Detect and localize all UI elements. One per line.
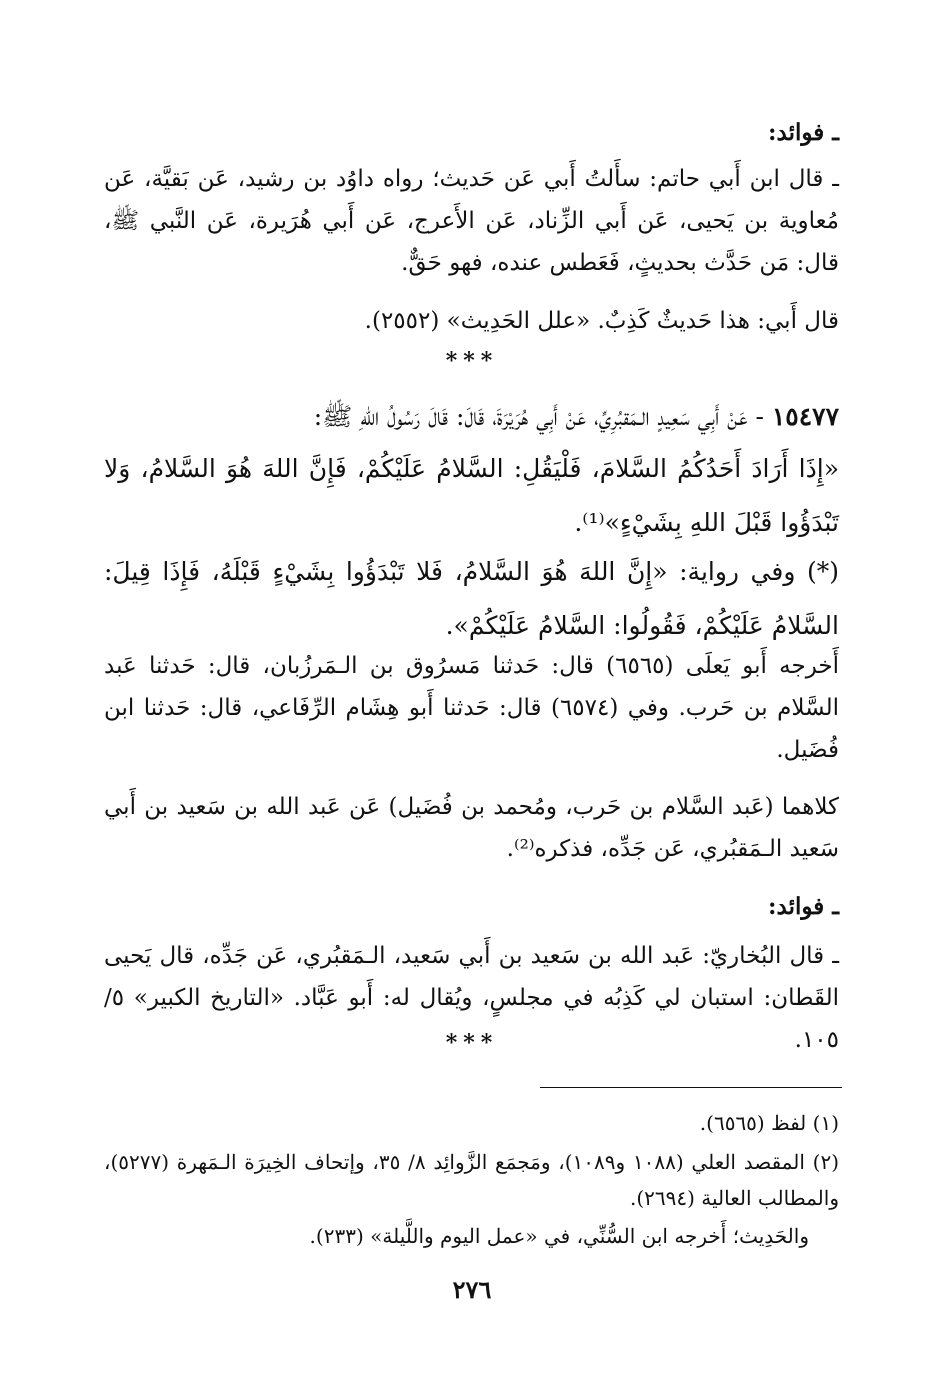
- fawaid-heading-1: ـ فوائد:: [768, 119, 839, 146]
- footnote-3: والحَدِيث؛ أَخرجه ابن السُّنِّي، في «عمل اليوم واللَّيلة» (٢٣٣).: [309, 1224, 809, 1248]
- footnote-2: (٢) المقصد العلي (١٠٨٨ و١٠٨٩)، ومَجمَع الزَّوائِد ٨/ ٣٥، وإتحاف الخِيرَة الـمَهرة (٥٢٧٧)، والمطالب العالية (٢٦٩٤).: [104, 1150, 839, 1210]
- fawaid-heading-2: ـ فوائد:: [768, 893, 839, 920]
- fawaid-paragraph-1: ـ قال ابن أَبي حاتم: سأَلتُ أَبي عَن حَديث؛ رواه داوُد بن رشيد، عَن بَقيَّة، عَن مُعاوية بن يَحيى، عَن أَبي الزِّناد، عَن الأَعرج، عَن أَبي هُرَيرة، عَن النَّبي ﷺ، قال: مَن حَدَّث بحديثٍ، فَعَطس عنده، فهو حَقٌّ.: [104, 166, 839, 276]
- footnote-divider: [540, 1087, 842, 1088]
- hadith-variant: (*) وفي رواية: «إِنَّ اللهَ هُوَ السَّلامُ، فَلا تَبْدَؤُوا بِشَيْءٍ قَبْلَهُ، فَإِذَا قِيلَ: السَّلامُ عَلَيْكُمْ، فَقُولُوا: السَّلامُ عَلَيْكُمْ».: [104, 557, 839, 640]
- takhrij-paragraph-2: كلاهما (عَبد السَّلام بن حَرب، ومُحمد بن فُضَيل) عَن عَبد الله بن سَعيد بن أَبي سَعيد الـمَقبُري، عَن جَدِّه، فذكره⁽²⁾.: [104, 794, 839, 862]
- hadith-text: «إِذَا أَرَادَ أَحَدُكُمُ السَّلامَ، فَلْيَقُلِ: السَّلامُ عَلَيْكُمْ، فَإِنَّ اللهَ هُوَ السَّلامُ، وَلا تَبْدَؤُوا قَبْلَ اللهِ بِشَيْءٍ»⁽¹⁾.: [104, 454, 839, 537]
- hadith-number: ١٥٤٧٧: [771, 402, 839, 431]
- separator-stars-2: ***: [445, 1030, 499, 1056]
- ilal-quote: قال أَبي: هذا حَديثٌ كَذِبٌ. «علل الحَدِيث» (٢٥٥٢).: [364, 308, 839, 334]
- fawaid-paragraph-2: ـ قال البُخاريّ: عَبد الله بن سَعيد بن أَبي سَعيد، الـمَقبُري، عَن جَدِّه، قال يَحيى القَطان: استبان لي كَذِبُه في مجلسٍ، ويُقال له: أَبو عَبَّاد. «التاريخ الكبير» ٥/ ١٠٥.: [104, 943, 839, 1053]
- separator-stars-1: ***: [445, 348, 499, 374]
- hadith-intro: - عَنْ أَبِي سَعِيدٍ الـمَقبُرِيِّ، عَنْ أَبِي هُرَيْرَةَ، قَالَ: قَالَ رَسُولُ اللهِ ﷺ:: [313, 402, 772, 431]
- hadith-header: [104, 390, 839, 444]
- takhrij-paragraph-1: أَخرجه أَبو يَعلَى (٦٥٦٥) قال: حَدثنا مَسرُوق بن الـمَرزُبان، قال: حَدثنا عَبد السَّلام بن حَرب. وفي (٦٥٧٤) قال: حَدثنا أَبو هِشَام الرِّفَاعي، قال: حَدثنا ابن فُضَيل.: [104, 653, 839, 763]
- footnote-1: (١) لفظ (٦٥٦٥).: [699, 1111, 839, 1135]
- page-number: ٢٧٦: [452, 1275, 492, 1304]
